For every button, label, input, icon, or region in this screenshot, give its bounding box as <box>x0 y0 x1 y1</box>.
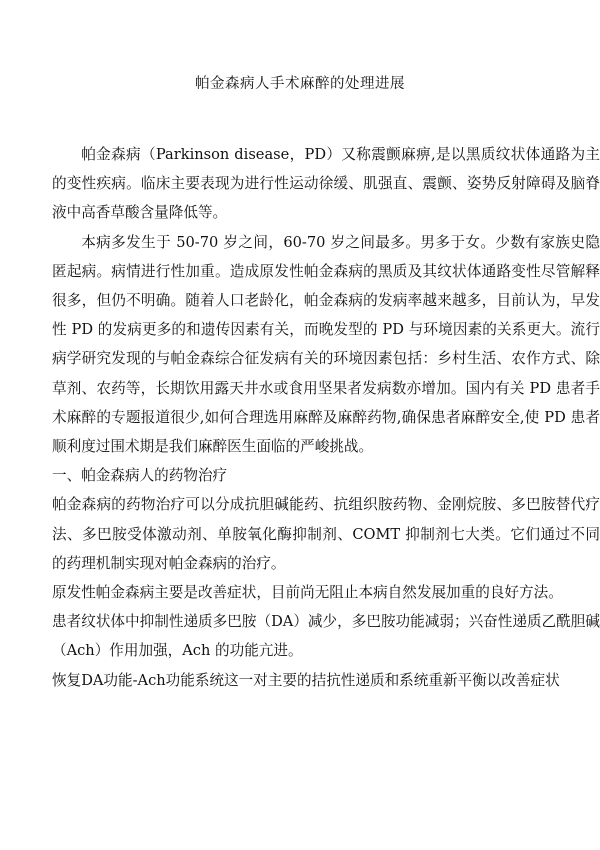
paragraph-drug-classes: 帕金森病的药物治疗可以分成抗胆碱能药、抗组织胺药物、金刚烷胺、多巴胺替代疗法、多巴胺受体激动剂、单胺氧化酶抑制剂、COMT 抑制剂七大类。它们通过不同的药理机制实现对帕金森病的治疗。 <box>52 496 600 572</box>
document-body <box>52 140 600 695</box>
paragraph-restore-balance: 恢复DA功能-Ach功能系统这一对主要的拮抗性递质和系统重新平衡以改善症状 <box>52 671 560 689</box>
paragraph-epidemiology: 本病多发生于 50-70 岁之间，60-70 岁之间最多。男多于女。少数有家族史隐匿起病。病情进行性加重。造成原发性帕金森病的黑质及其纹状体通路变性尽管解释很多，但仍不明确。随着人口老龄化，帕金森病的发病率越来越多，目前认为，早发性 PD 的发病更多的和遗传因素有关，而晚发型的 PD 与环境因素的关系更大。流行病学研究发现的与帕金森综合征发病有关的环境因素包括：乡村生活、农作方式、除草剂、农药等，长期饮用露天井水或食用坚果者发病数亦增加。国内有关 PD 患者手术麻醉的专题报道很少,如何合理选用麻醉及麻醉药物,确保患者麻醉安全,使 PD 患者顺利度过围术期是我们麻醉医生面临的严峻挑战。 <box>52 233 600 456</box>
paragraph-mechanism: 患者纹状体中抑制性递质多巴胺（DA）减少，多巴胺功能减弱；兴奋性递质乙酰胆碱（Ach）作用加强，Ach 的功能亢进。 <box>52 613 600 660</box>
paragraph-intro: 帕金森病（Parkinson disease，PD）又称震颤麻痹,是以黑质纹状体通路为主的变性疾病。临床主要表现为进行性运动徐缓、肌强直、震颤、姿势反射障碍及脑脊液中高香草酸含量降低等。 <box>52 146 600 222</box>
document-title: 帕金森病人手术麻醉的处理进展 <box>195 76 405 92</box>
paragraph-primary-pd: 原发性帕金森病主要是改善症状，目前尚无阻止本病自然发展加重的良好方法。 <box>52 584 563 602</box>
section-heading-drug-treatment: 一、帕金森病人的药物治疗 <box>52 467 228 485</box>
